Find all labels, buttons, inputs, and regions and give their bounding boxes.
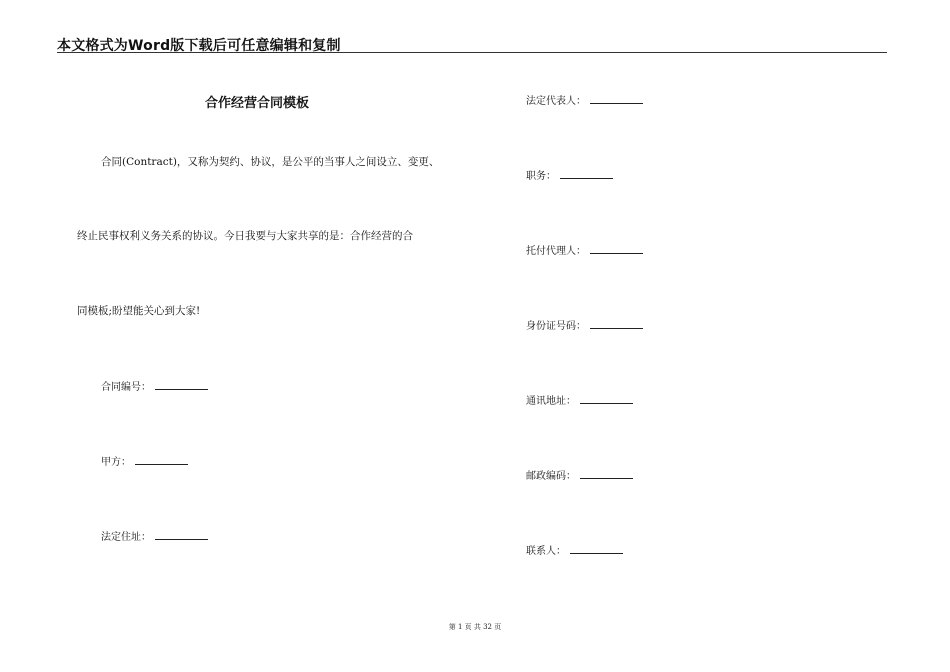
contract-number-field (101, 379, 208, 395)
party-a-field (101, 454, 188, 470)
intro-line-3: 同模板;盼望能关心到大家! (77, 305, 201, 317)
agent-field (526, 243, 643, 259)
intro-line-2: 终止民事权利义务关系的协议。今日我要与大家共享的是：合作经营的合 (77, 230, 413, 242)
legal-representative-blank (590, 93, 643, 104)
mailing-address-blank (580, 393, 633, 404)
id-number-blank (590, 318, 643, 329)
legal-address-label: 法定住址： (101, 532, 151, 543)
party-a-label: 甲方： (101, 457, 131, 468)
postal-code-field (526, 468, 633, 484)
contract-number-blank (155, 379, 208, 390)
position-blank (560, 168, 613, 179)
postal-code-blank (580, 468, 633, 479)
legal-address-blank (155, 529, 208, 540)
intro-line-1: 合同(Contract)，又称为契约、协议，是公平的当事人之间设立、变更、 (101, 156, 440, 168)
id-number-field (526, 318, 643, 334)
mailing-address-field (526, 393, 633, 409)
position-label: 职务： (526, 171, 556, 182)
contact-person-blank (570, 543, 623, 554)
legal-representative-label: 法定代表人： (526, 96, 586, 107)
agent-blank (590, 243, 643, 254)
mailing-address-label: 通讯地址： (526, 396, 576, 407)
contract-number-label: 合同编号： (101, 382, 151, 393)
legal-address-field (101, 529, 208, 545)
id-number-label: 身份证号码： (526, 321, 586, 332)
document-title: 合作经营合同模板 (205, 96, 310, 111)
download-banner: 本文格式为Word版下载后可任意编辑和复制 (57, 38, 341, 54)
contact-person-label: 联系人： (526, 546, 566, 557)
contact-person-field (526, 543, 623, 559)
position-field (526, 168, 613, 184)
banner-divider (57, 52, 887, 53)
legal-representative-field (526, 93, 643, 109)
party-a-blank (135, 454, 188, 465)
postal-code-label: 邮政编码： (526, 471, 576, 482)
page-number: 第 1 页 共 32 页 (448, 623, 502, 631)
agent-label: 托付代理人： (526, 246, 586, 257)
